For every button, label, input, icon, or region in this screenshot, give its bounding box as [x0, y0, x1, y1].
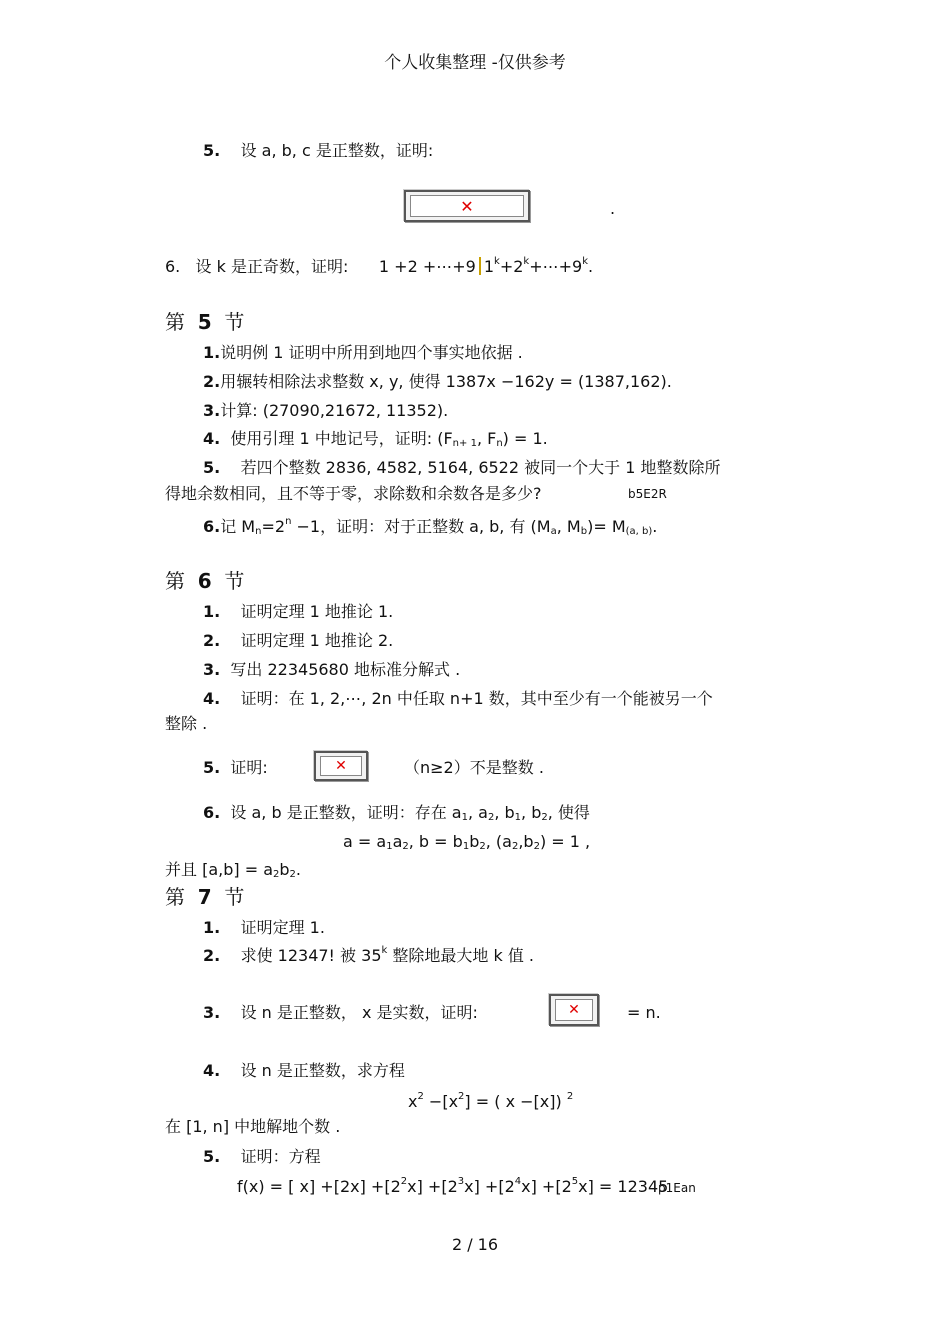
page-number: 2 / 16 [451, 1235, 499, 1254]
broken-image-icon: ✕ [335, 758, 347, 774]
broken-image-placeholder [404, 190, 530, 222]
s7-item-5-tag: p1Ean [658, 1181, 696, 1195]
s5-item-5-cont: 得地余数相同，且不等于零，求除数和余数各是多少? [165, 484, 542, 503]
broken-image-placeholder [314, 751, 368, 781]
s5-item-1: 1.说明例 1 证明中所用到地四个事实地依据 . [203, 343, 523, 362]
s7-item-5-equation: f(x) = [ $x] +[2x] +[2^2x] +[2^3x] +[2^4x] +[2^5x] = 12345$ [237, 1176, 669, 1196]
broken-image-icon: ✕ [568, 1002, 580, 1018]
s6-item-1: 1. 证明定理 1 地推论 1. [203, 602, 394, 621]
s5-item-5: 5. 若四个整数 2836, 4582, 5164, 6522 被同一个大于 1 地整数除所 [203, 458, 721, 477]
s7-item-3-tail: = n. [627, 1003, 661, 1022]
s7-item-4-cont: 在 [1, n] 中地解地个数 . [165, 1117, 341, 1136]
formula-left: 1 +2 +⋯+9 [378, 257, 476, 276]
s6-item-6: 6. 设 a, b 是正整数，证明：存在 $a_1$, $a_2$, $b_1$, $b_2$, 使得 [203, 803, 590, 823]
problem-6 [165, 257, 593, 277]
item-number: 6. [165, 257, 181, 276]
s7-item-4-equation: $x^2 -[x^2]$ = ( x −[x]) $^2$ [408, 1091, 574, 1111]
s5-item-5-tag: b5E2R [628, 487, 667, 501]
section-heading-5: 第 5 节 [165, 310, 245, 334]
s6-item-3: 3. 写出 22345680 地标准分解式 . [203, 660, 461, 679]
broken-image-frame [555, 999, 593, 1021]
broken-image-icon: ✕ [460, 196, 474, 216]
item-number: 5. [203, 141, 221, 160]
s5-item-4: 4. 使用引理 1 中地记号，证明: ($F_{n+ 1}$, $F_n) = 1$. [203, 429, 548, 449]
section-heading-6: 第 6 节 [165, 569, 245, 593]
item-text: 设 k 是正奇数，证明: [195, 257, 349, 276]
s5-item-2: 2.用辗转相除法求整数 x, y, 使得 1387x −162y = (1387,162). [203, 372, 672, 391]
s5-item-6: 6.记 $M_n=2^n -1$，证明：对于正整数 a, b, 有 ($M_a$, $M_b)= M_{(a, b)}$. [203, 516, 658, 537]
s6-item-4-cont: 整除 . [165, 714, 208, 733]
s7-item-5: 5. 证明：方程 [203, 1147, 321, 1166]
s7-item-4: 4. 设 n 是正整数，求方程 [203, 1061, 405, 1080]
s6-item-5: 5. 证明: [203, 758, 268, 777]
broken-image-frame [320, 756, 362, 776]
s6-item-6-equation: $a = a_1a_2$, $b = b_1b_2$, $(a_2,b_2) = 1$ , [343, 832, 591, 852]
problem-5 [203, 141, 433, 161]
s6-item-4: 4. 证明：在 1, 2,⋯, 2n 中任取 n+1 数，其中至少有一个能被另一个 [203, 689, 713, 708]
trailing-period: . [610, 199, 616, 218]
item-text: 设 a, b, c 是正整数，证明: [240, 141, 434, 160]
section-heading-7: 第 7 节 [165, 885, 245, 909]
s6-item-2: 2. 证明定理 1 地推论 2. [203, 631, 394, 650]
formula-right: $1^k+2^k+\cdots+9^k$. [483, 256, 594, 276]
s5-item-3: 3.计算: (27090,21672, 11352). [203, 401, 449, 420]
page-header: 个人收集整理 -仅供参考 [384, 53, 566, 73]
s7-item-2: 2. 求使 12347! 被 35$^k$ 整除地最大地 k 值 . [203, 945, 534, 965]
broken-image-frame [410, 195, 524, 217]
divides-bar [479, 257, 481, 275]
s7-item-3: 3. 设 n 是正整数， x 是实数，证明: [203, 1003, 478, 1022]
s6-item-5-tail: （n≥2）不是整数 . [404, 758, 544, 777]
broken-image-placeholder [549, 994, 599, 1026]
s6-item-6-cont: 并且 $[a,b] = a_2b_2$. [165, 860, 302, 880]
s7-item-1: 1. 证明定理 1. [203, 918, 325, 937]
